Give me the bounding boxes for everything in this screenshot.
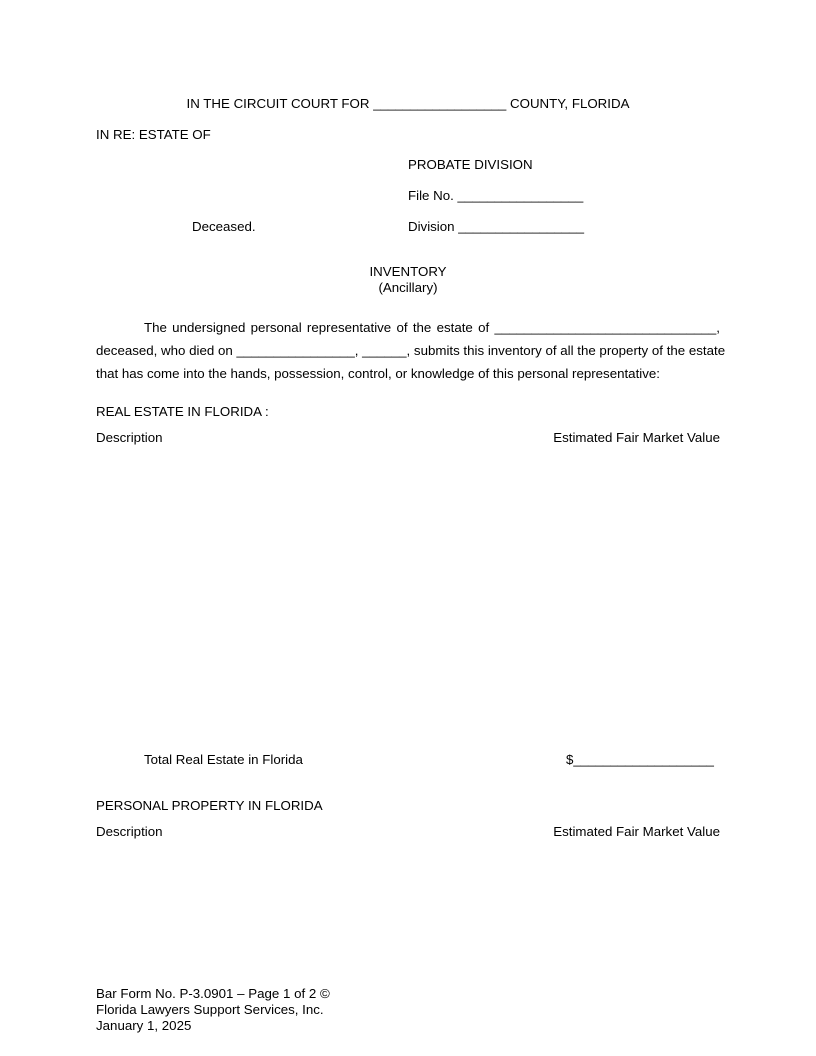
court-caption: IN THE CIRCUIT COURT FOR __________________ COUNTY, FLORIDA (186, 96, 630, 111)
real-estate-total-label: Total Real Estate in Florida (144, 752, 303, 767)
real-estate-description-header: Description (96, 430, 163, 445)
intro-line-3: that has come into the hands, possession, control, or knowledge of this personal representative: (96, 366, 660, 381)
real-estate-value-header: Estimated Fair Market Value (553, 430, 720, 445)
file-number-field: File No. _________________ (408, 188, 584, 203)
document-subtitle: (Ancillary) (378, 280, 438, 295)
deceased-label: Deceased. (192, 219, 256, 234)
real-estate-total-value: $___________________ (566, 752, 714, 767)
in-re-estate-label: IN RE: ESTATE OF (96, 127, 211, 142)
intro-line-1: The undersigned personal representative of the estate of ______________________________, (144, 320, 720, 335)
footer-publisher: Florida Lawyers Support Services, Inc. (96, 1002, 324, 1017)
intro-line-2: deceased, who died on ________________, ______, submits this inventory of all the property of the estate (96, 343, 726, 358)
personal-property-description-header: Description (96, 824, 163, 839)
footer-date: January 1, 2025 (96, 1018, 192, 1033)
personal-property-heading: PERSONAL PROPERTY IN FLORIDA (96, 798, 323, 813)
intro-paragraph (96, 316, 726, 385)
footer-form-number: Bar Form No. P-3.0901 – Page 1 of 2 © (96, 986, 330, 1001)
division-field: Division _________________ (408, 219, 584, 234)
real-estate-heading: REAL ESTATE IN FLORIDA : (96, 404, 269, 419)
probate-division-label: PROBATE DIVISION (408, 157, 533, 172)
document-title: INVENTORY (369, 264, 447, 279)
personal-property-value-header: Estimated Fair Market Value (553, 824, 720, 839)
